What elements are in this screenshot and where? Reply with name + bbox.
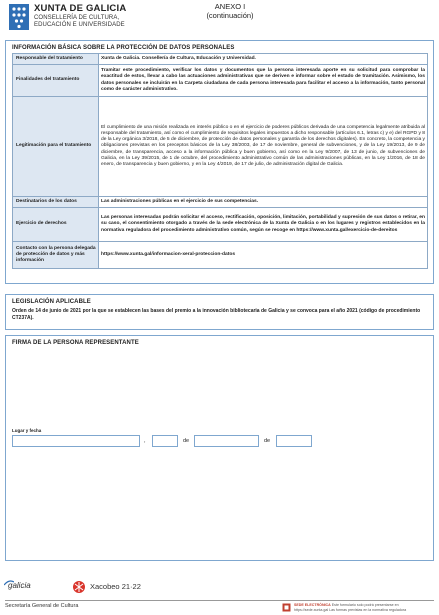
row-key: Ejercicio de derechos — [13, 208, 99, 242]
xacobeo-shell-icon — [72, 580, 86, 594]
year-input[interactable] — [276, 435, 312, 447]
row-value: El cumplimiento de una misión realizada en interés público o en el ejercicio de poderes públicos derivada de una competencia legalmente atribuida al responsable del tratamiento, así como el cumplimiento de requisitos legales impuestos a dicho responsable (artículos 6.1, letras c) y e) del RGPD y 8 de la Ley orgánica 3/2018, de 5 de diciembre, de protección de datos personales y garantía de los derechos digitales). En concreto, la competencia y obligaciones previstas en los preceptos básicos de la Ley 38/2003, de 17 de noviembre, general de subvenciones, y de la Ley 19/2013, de 9 de diciembre, de transparencia, acceso a la información pública y buen gobierno, así como en la Ley 9/2007, de 13 de junio, de subvenciones de Galicia, en la Ley 39/2015, de 1 de octubre, del procedimiento administrativo común de las administraciones públicas, en la Ley 1/2016, de 18 de enero, de transparencia y buen gobierno, y en la Ley 4/2019, de 17 de julio, de administración digital de Galicia. — [99, 97, 428, 197]
row-key: Legitimación para el tratamiento — [13, 97, 99, 197]
footer-divider — [5, 600, 434, 601]
secretaria-label: Secretaría General de Cultura — [5, 603, 79, 609]
annex-heading — [190, 2, 270, 20]
row-key: Finalidades del tratamiento — [13, 65, 99, 97]
galicia-logo: galicia — [8, 581, 31, 590]
annex-subtitle: (continuación) — [206, 11, 254, 20]
logo-subtitle-line-1: CONSELLERÍA DE CULTURA, — [34, 15, 120, 21]
comma-separator: , — [144, 438, 146, 444]
row-value: Las personas interesadas podrán solicitar el acceso, rectificación, oposición, limitación, portabilidad y supresión de sus datos o retirar, en su caso, el consentimiento otorgado a través de la sede electrónica de la Xunta de Galicia o en los lugares y registros establecidos en la normativa reguladora del procedimiento administrativo común, según se recoge en https://www.xunta.gal/exercicio-de-dereitos — [99, 208, 428, 242]
row-key: Contacto con la persona delegada de protección de datos y más información — [13, 242, 99, 269]
xacobeo-logo: Xacobeo 21·22 — [90, 582, 141, 591]
month-input[interactable] — [194, 435, 259, 447]
table-row — [13, 208, 428, 242]
sede-text-2: Las formas previstas en la normativa reguladora — [329, 607, 407, 612]
legislation-section — [5, 294, 434, 330]
place-date-label: Lugar y fecha — [12, 428, 42, 433]
de-label-2: de — [264, 438, 271, 444]
footer-logos — [0, 580, 439, 600]
day-input[interactable] — [152, 435, 178, 447]
data-protection-section — [5, 40, 434, 284]
data-protection-title: INFORMACIÓN BÁSICA SOBRE LA PROTECCIÓN DE DATOS PERSONALES — [12, 45, 235, 51]
legislation-title: LEGISLACIÓN APLICABLE — [12, 299, 91, 305]
data-protection-table — [12, 53, 428, 269]
table-row — [13, 97, 428, 197]
legislation-text: Orden de 14 de junio de 2021 por la que se establecen las bases del premio a la innovación bibliotecaria de Galicia y se convoca para el año 2021 (código de procedimiento CT237A). — [12, 308, 421, 321]
logo-subtitle — [34, 15, 125, 29]
table-row — [13, 54, 428, 65]
place-input[interactable] — [12, 435, 140, 447]
annex-title: ANEXO I — [214, 2, 246, 11]
logo-title: XUNTA DE GALICIA — [34, 3, 127, 14]
xunta-crest-icon — [8, 2, 30, 32]
logo-subtitle-line-2: EDUCACIÓN E UNIVERSIDADE — [34, 22, 125, 28]
row-key: Responsable del tratamiento — [13, 54, 99, 65]
de-label-1: de — [183, 438, 190, 444]
sede-url[interactable]: https://sede.xunta.gal — [294, 607, 329, 612]
signature-section — [5, 335, 434, 561]
sede-brand: SEDE ELECTRÓNICA — [294, 603, 331, 607]
row-value: https://www.xunta.gal/informacion-xeral-proteccion-datos — [99, 242, 428, 269]
row-value: Las administraciones públicas en el ejercicio de sus competencias. — [99, 197, 428, 208]
table-row — [13, 242, 428, 269]
sede-logo-icon — [282, 603, 291, 612]
sede-text: Este formulario solo podrá presentarse en — [331, 603, 399, 607]
sede-electronica-note — [294, 603, 434, 612]
table-row — [13, 65, 428, 97]
row-key: Destinatarios de los datos — [13, 197, 99, 208]
row-value: Xunta de Galicia. Consellería de Cultura, Educación y Universidad. — [99, 54, 428, 65]
signature-title: FIRMA DE LA PERSONA REPRESENTANTE — [12, 340, 139, 346]
table-row — [13, 197, 428, 208]
row-value: Tramitar este procedimiento, verificar los datos y documentos que la persona interesada aporte en su solicitud para comprobar la exactitud de estos, llevar a cabo las actuaciones administrativas que se deriven e informar sobre el estado de tramitación. Asimismo, los datos personales se incluirán en la Carpeta ciudadana de cada persona interesada para facilitar el acceso a la información, tanto personal como de carácter administrativo. — [99, 65, 428, 97]
xunta-logo — [8, 2, 188, 38]
